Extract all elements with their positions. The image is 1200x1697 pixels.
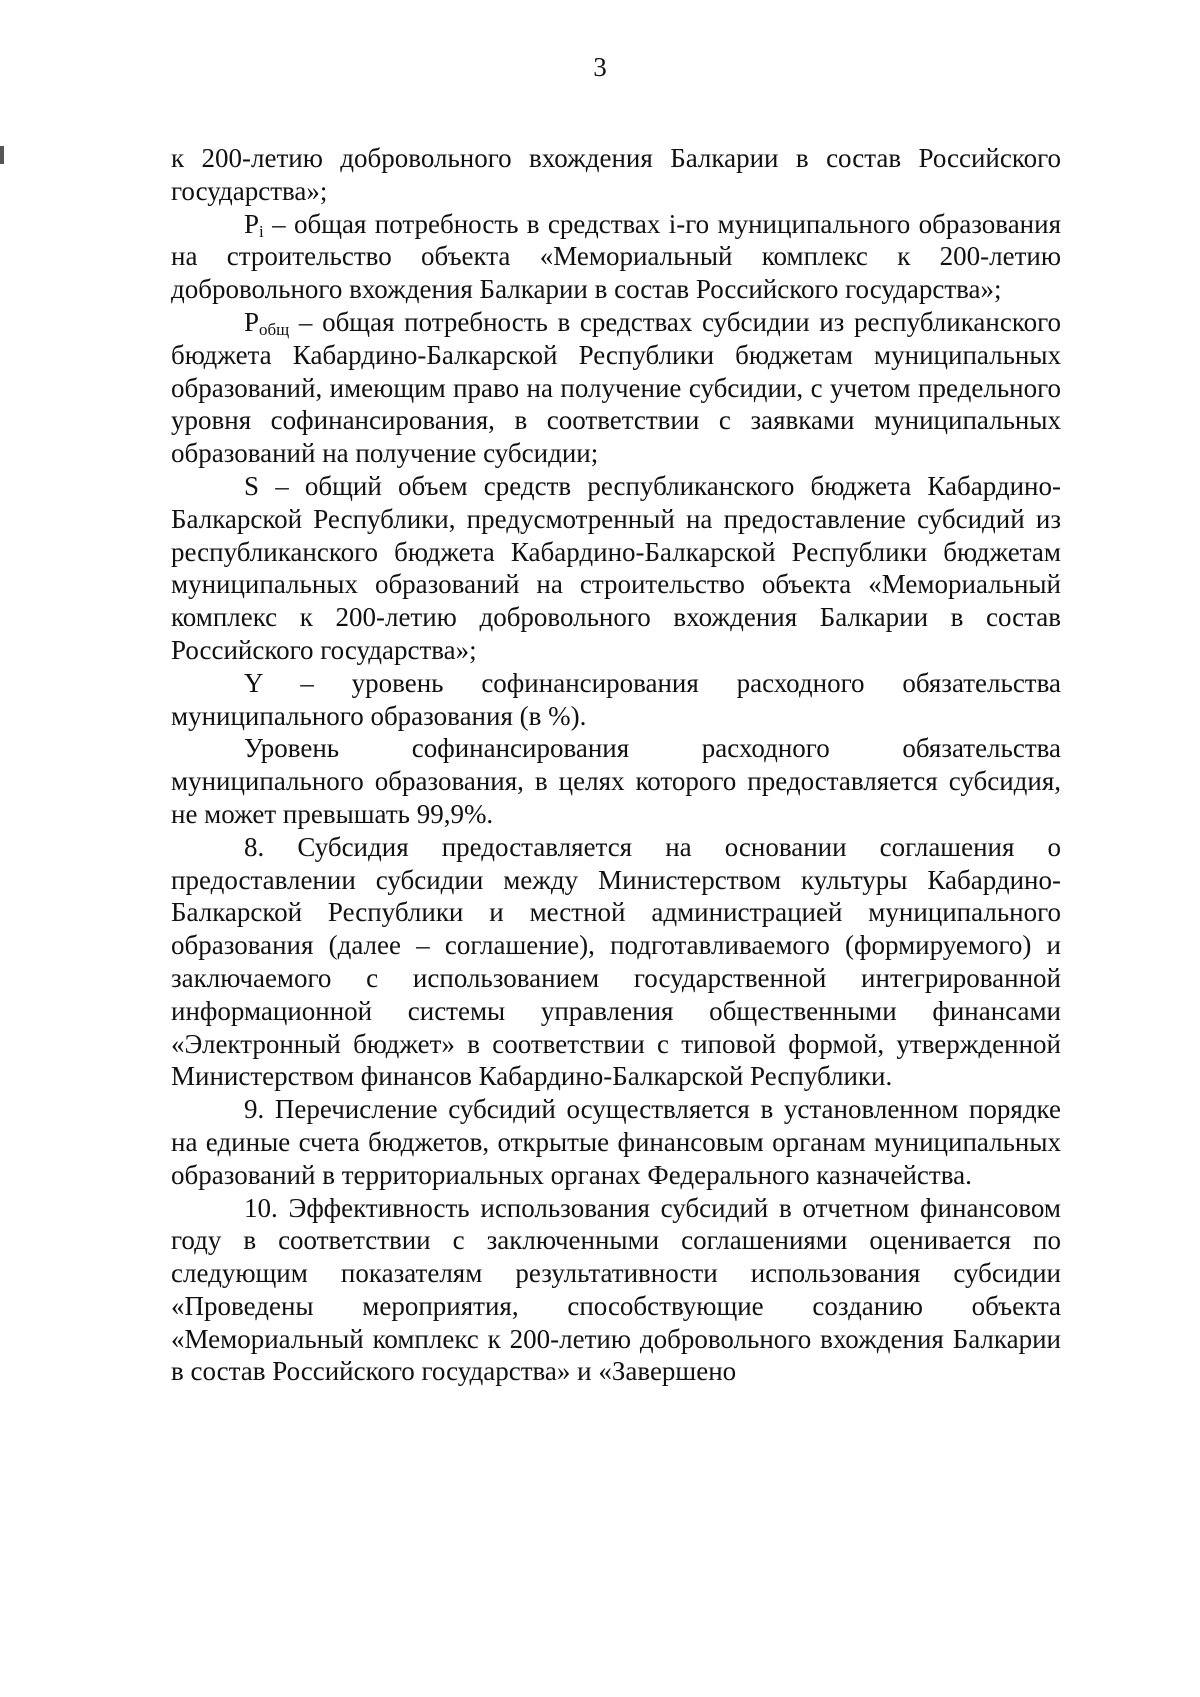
symbol-p: P [244, 208, 260, 239]
symbol-subscript-obsh: общ [259, 319, 290, 339]
paragraph-definition-s: S – общий объем средств республиканского бюджета Кабардино-Балкарской Республики, предусмотренный на предоставление субсидий из республиканского бюджета Кабардино-Балкарской Республики бюджетам муниципальных образований на строительство объекта «Мемориальный комплекс к 200-летию добровольного вхождения Балкарии в состав Российского государства»; [171, 470, 1061, 665]
symbol-p: P [244, 306, 260, 337]
paragraph-definition-pi [171, 208, 1061, 306]
document-body [171, 142, 1061, 1388]
paragraph-item-9: 9. Перечисление субсидий осуществляется в установленном порядке на единые счета бюджетов, открытые финансовым органам муниципальных образований в территориальных органах Федерального казначейства. [171, 1094, 1061, 1190]
paragraph-definition-y: Y – уровень софинансирования расходного обязательства муниципального образования (в %). [171, 667, 1061, 731]
paragraph-item-10: 10. Эффективность использования субсидий в отчетном финансовом году в соответствии с заключенными соглашениями оценивается по следующим показателям результативности использования субсидии «Проведены мероприятия, способствующие созданию объекта «Мемориальный комплекс к 200-летию добровольного вхождения Балкарии в состав Российского государства» и «Завершено [171, 1192, 1061, 1387]
page-number: 3 [593, 52, 607, 82]
paragraph-item-8: 8. Субсидия предоставляется на основании соглашения о предоставлении субсидии между Министерством культуры Кабардино-Балкарской Республики и местной администрацией муниципального образования (далее – соглашение), подготавливаемого (формируемого) и заключаемого с использованием государственной интегрированной информационной системы управления общественными финансами «Электронный бюджет» в соответствии с типовой формой, утвержденной Министерством финансов Кабардино-Балкарской Республики. [171, 831, 1061, 1092]
paragraph-definition-pobsh [171, 306, 1061, 470]
definition-pi-text: – общая потребность в средствах i-го муниципального образования на строительство объекта «Мемориальный комплекс к 200-летию добровольного вхождения Балкарии в состав Российского государства»; [171, 208, 1061, 305]
symbol-subscript-i: i [259, 221, 264, 241]
scan-margin-mark [0, 146, 4, 164]
paragraph-intro-continuation: к 200-летию добровольного вхождения Балкарии в состав Российского государства»; [171, 143, 1061, 206]
paragraph-cofinancing-level: Уровень софинансирования расходного обязательства муниципального образования, в целях которого предоставляется субсидия, не может превышать 99,9%. [171, 733, 1061, 829]
definition-pobsh-text: – общая потребность в средствах субсидии из республиканского бюджета Кабардино-Балкарской Республики бюджетам муниципальных образований, имеющим право на получение субсидии, с учетом предельного уровня софинансирования, в соответствии с заявками муниципальных образований на получение субсидии; [171, 306, 1061, 469]
